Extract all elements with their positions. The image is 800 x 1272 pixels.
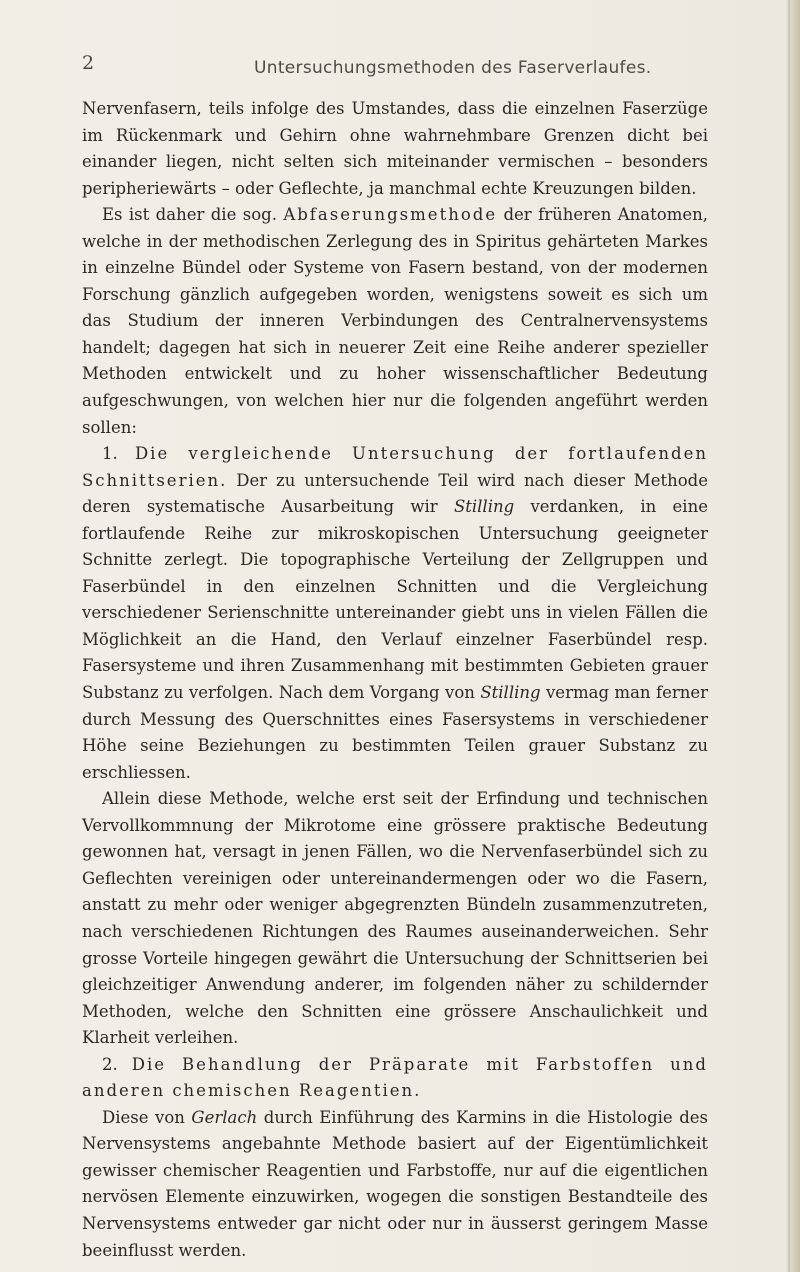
page-number: 2 (82, 52, 95, 74)
paragraph-1: Nervenfasern, teils infolge des Umstandes, dass die einzelnen Faserzüge im Rückenmark und Gehirn ohne wahrnehmbare Grenzen dicht bei einander liegen, nicht selten sich miteinander vermischen – besonders peripheriewärts – oder Geflechte, ja manchmal echte Kreuzungen bilden. (82, 99, 708, 198)
item-2-heading: Die Behandlung der Präparate mit Farbstoffen und anderen chemischen Reagentien. (82, 1054, 708, 1101)
running-title: Untersuchungsmethoden des Faserverlaufes. (254, 58, 652, 78)
item-1-number: 1. (102, 444, 135, 464)
paragraph-4: Allein diese Methode, welche erst seit der Erfindung und technischen Vervollkommnung der Mikrotome eine grössere praktische Bedeutung gewonnen hat, versagt in jenen Fällen, wo die Nervenfaserbündel sich zu Geflechten vereinigen oder untereinandermengen oder wo die Fasern, anstatt zu mehr oder weniger abgegrenzten Bündeln zusammenzutreten, nach verschiedenen Richtungen des Raumes auseinanderweichen. Sehr grosse Vorteile hingegen gewährt die Untersuchung der Schnittserien bei gleichzeitiger Anwendung anderer, im folgenden näher zu schildernder Methoden, welche den Schnitten eine grössere Anschaulichkeit und Klarheit verleihen. (82, 789, 708, 1048)
page-header (0, 52, 800, 82)
term-abfaserungsmethode: Abfaserungsmethode (283, 205, 498, 225)
paragraph-2-rest: der früheren Anatomen, welche in der methodischen Zerlegung des in Spiritus gehärteten Markes in einzelne Bündel oder Systeme von Fasern bestand, von der modernen Forschung gänzlich aufgegeben worden, wenigstens soweit es sich um das Studium der inneren Verbindungen des Centralnervensystems handelt; dagegen hat sich in neuerer Zeit eine Reihe anderer spezieller Methoden entwickelt und zu hoher wissenschaftlicher Bedeutung aufgeschwungen, von welchen hier nur die folgenden angeführt werden sollen: (82, 205, 708, 437)
paragraph-3-part-a: Der zu untersuchende Teil wird nach dieser Methode deren systematische Ausarbeitung wir (82, 470, 708, 517)
paragraph-6-start: Diese von (102, 1107, 192, 1127)
paragraph-6 (82, 1105, 708, 1264)
paragraph-2 (82, 202, 708, 441)
author-stilling-2: Stilling (480, 683, 541, 703)
item-2-number: 2. (102, 1054, 132, 1074)
item-1-heading: Die vergleichende Untersuchung der fortlaufenden Schnittserien. (82, 444, 709, 490)
paragraph-2-start: Es ist daher die sog. (102, 205, 284, 225)
paragraph-3-part-c: vermag man ferner durch Messung des Querschnittes eines Fasersystems in verschiedener Höhe seine Beziehungen zu bestimmten Teilen grauer Substanz zu erschliessen. (82, 683, 708, 782)
paragraph-3 (82, 441, 708, 786)
author-gerlach: Gerlach (191, 1107, 258, 1127)
paragraph-6-rest: durch Einführung des Karmins in die Histologie des Nervensystems angebahnte Methode basiert auf der Eigentümlichkeit gewisser chemischer Reagentien und Farbstoffe, nur auf die eigentlichen nervösen Elemente einzuwirken, wogegen die sonstigen Bestandteile des Nervensystems entweder gar nicht oder nur in äusserst geringem Masse beeinflusst werden. (82, 1107, 709, 1260)
body-text (82, 96, 708, 1264)
paragraph-5 (82, 1052, 708, 1105)
author-stilling: Stilling (453, 497, 515, 517)
page-edge-shadow (788, 0, 790, 1272)
paragraph-3-part-b: verdanken, in eine fortlaufende Reihe zur mikroskopischen Untersuchung geeigneter Schnitte zerlegt. Die topographische Verteilung der Zellgruppen und Faserbündel in den einzelnen Schnitten und die Vergleichung verschiedener Serienschnitte untereinander giebt uns in vielen Fällen die Möglichkeit an die Hand, den Verlauf einzelner Faserbündel resp. Fasersysteme und ihren Zusammenhang mit bestimmten Gebieten grauer Substanz zu verfolgen. Nach dem Vorgang von (82, 497, 708, 703)
